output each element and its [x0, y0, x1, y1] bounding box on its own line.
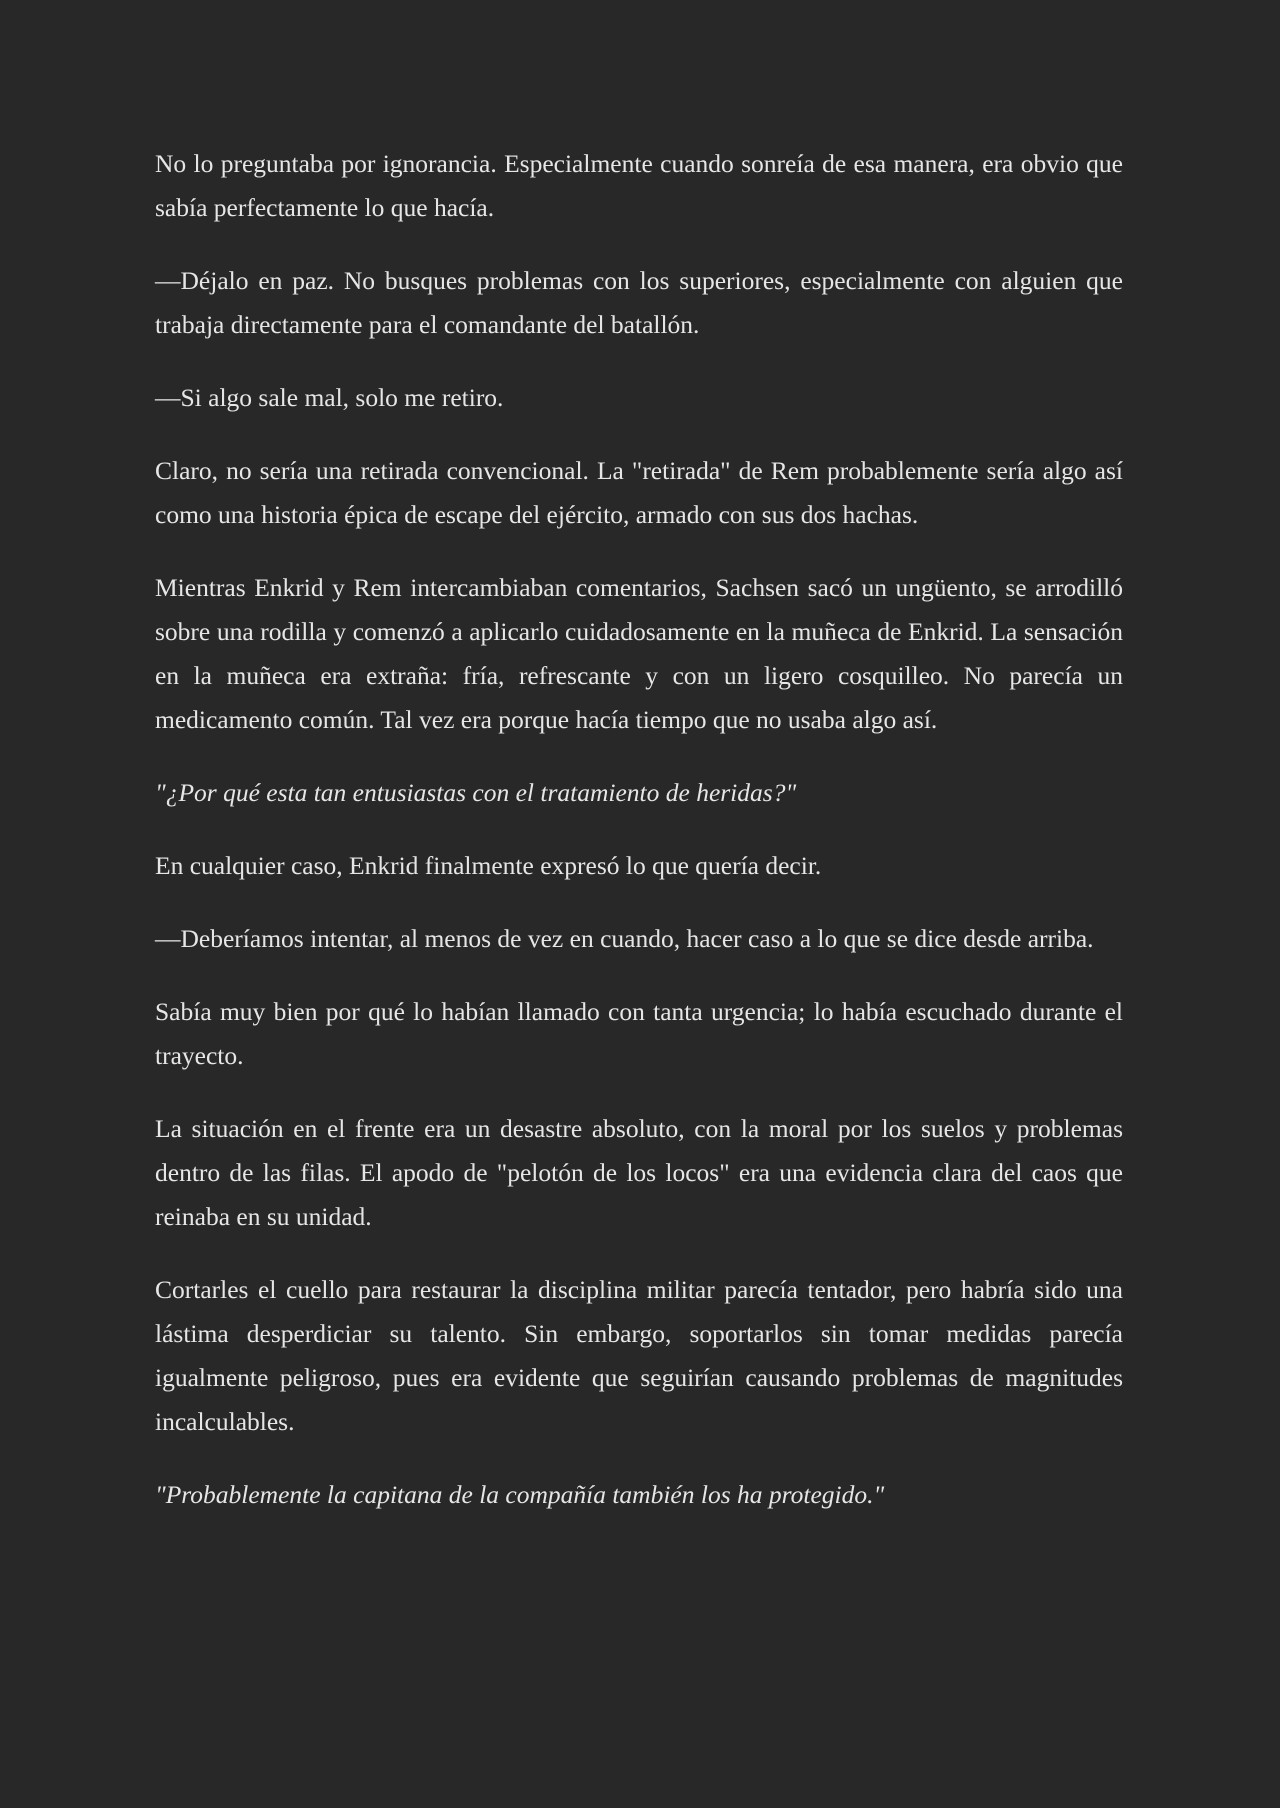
paragraph: Mientras Enkrid y Rem intercambiaban comentarios, Sachsen sacó un ungüento, se arrodilló sobre una rodilla y comenzó a aplicarlo cuidadosamente en la muñeca de Enkrid. La sensación en la muñeca era extraña: fría, refrescante y con un ligero cosquilleo. No parecía un medicamento común. Tal vez era porque hacía tiempo que no usaba algo así.	[155, 573, 1123, 734]
dialogue-paragraph: —Déjalo en paz. No busques problemas con los superiores, especialmente con alguien que trabaja directamente para el comandante del batallón.	[155, 266, 1123, 339]
thought-paragraph: "¿Por qué esta tan entusiastas con el tratamiento de heridas?"	[155, 778, 797, 807]
dialogue-paragraph: —Deberíamos intentar, al menos de vez en cuando, hacer caso a lo que se dice desde arriba.	[155, 924, 1094, 953]
reading-page	[155, 142, 1123, 1546]
paragraph: Sabía muy bien por qué lo habían llamado con tanta urgencia; lo había escuchado durante el trayecto.	[155, 997, 1123, 1070]
paragraph: Claro, no sería una retirada convencional. La "retirada" de Rem probablemente sería algo así como una historia épica de escape del ejército, armado con sus dos hachas.	[155, 456, 1123, 529]
paragraph: En cualquier caso, Enkrid finalmente expresó lo que quería decir.	[155, 851, 822, 880]
thought-paragraph: "Probablemente la capitana de la compañía también los ha protegido."	[155, 1480, 885, 1509]
dialogue-paragraph: —Si algo sale mal, solo me retiro.	[155, 383, 504, 412]
paragraph: Cortarles el cuello para restaurar la disciplina militar parecía tentador, pero habría sido una lástima desperdiciar su talento. Sin embargo, soportarlos sin tomar medidas parecía igualmente peligroso, pues era evidente que seguirían causando problemas de magnitudes incalculables.	[155, 1275, 1123, 1436]
paragraph: La situación en el frente era un desastre absoluto, con la moral por los suelos y problemas dentro de las filas. El apodo de "pelotón de los locos" era una evidencia clara del caos que reinaba en su unidad.	[155, 1114, 1123, 1231]
paragraph: No lo preguntaba por ignorancia. Especialmente cuando sonreía de esa manera, era obvio que sabía perfectamente lo que hacía.	[155, 149, 1123, 222]
